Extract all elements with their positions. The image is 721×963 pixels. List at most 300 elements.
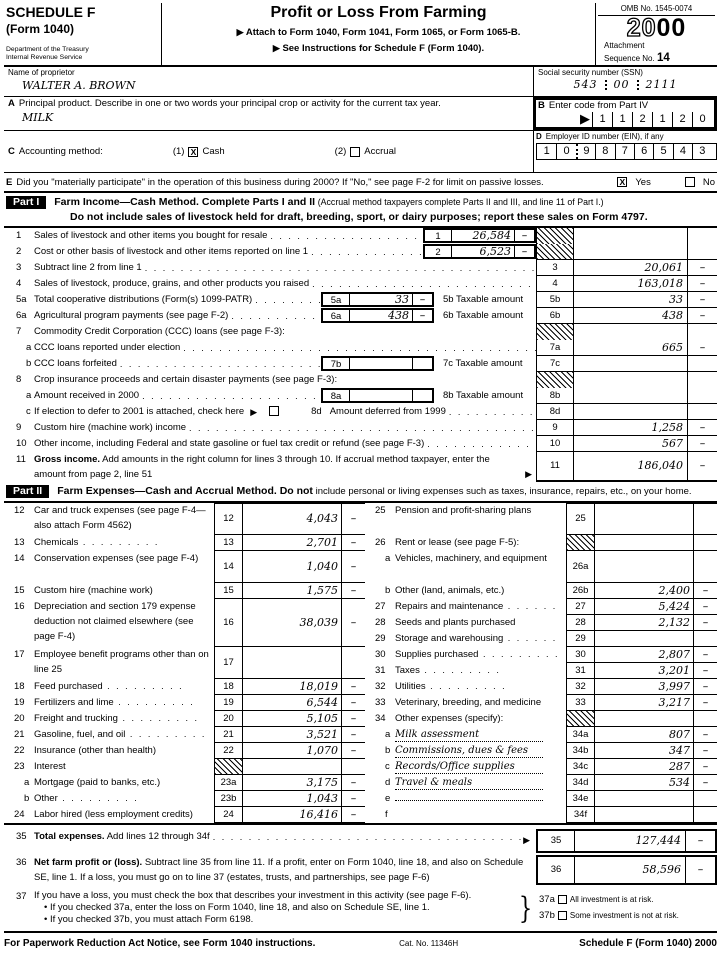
line-37-row [4,887,717,933]
line-32-cents[interactable]: – [693,679,717,695]
line-34e-entry-cell [395,791,566,807]
line-8b-cents[interactable] [687,388,717,404]
line-37-bullet-1: • If you checked 37a, enter the loss on Form 1040, line 18, and also on Schedule SE, line 1. [44,902,430,914]
line-26b-cells [566,583,717,599]
line-16-box-number: 16 [214,599,243,647]
part2-right-column [365,503,717,823]
line-26a-amount[interactable] [595,551,693,583]
line-20-box-number: 20 [214,711,243,727]
line-14-cents[interactable]: – [341,551,365,583]
line-29-row [365,631,717,647]
line-33-row [365,695,717,711]
ein-digit-9[interactable]: 3 [692,144,711,159]
ein-digit-3[interactable]: 9 [576,144,595,159]
line-35-cents[interactable]: – [685,831,715,851]
line-19-amount[interactable]: 6,544 [243,695,341,711]
line-7a-amount[interactable]: 665 [573,340,687,356]
line-28-number: 28 [375,616,386,628]
line-24-cents[interactable]: – [341,807,365,823]
line-34a-amount[interactable]: 807 [595,727,693,743]
line-4-cents[interactable]: – [687,276,717,292]
field-d-label-line [536,132,717,141]
accrual-checkbox[interactable] [350,147,360,157]
line-31-box-number: 31 [566,663,595,679]
hatched-cell [566,711,595,727]
hatched-cell [536,244,573,260]
line-37a-label: All investment is at risk. [569,894,654,904]
line-6a-amount[interactable]: 438 [388,309,409,323]
line-10-amount[interactable]: 567 [573,436,687,452]
line-1-number: 1 [16,229,22,241]
line-37b-choice [539,908,717,924]
line-1-box-number: 1 [425,230,452,241]
line-23a-row [4,775,365,791]
some-investment-not-at-risk-checkbox[interactable] [558,911,567,920]
line-34e-description-field[interactable] [395,800,543,801]
line-11-number: 11 [16,453,26,465]
line-31-row [365,663,717,679]
line-7c-amount[interactable] [573,356,687,372]
line-25-amount[interactable] [595,503,693,535]
line-19-cents[interactable]: – [341,695,365,711]
line-32-amount[interactable]: 3,997 [595,679,693,695]
code-digit-6[interactable]: 0 [692,112,712,127]
line-22-cents[interactable]: – [341,743,365,759]
line-26a-cells [566,551,717,583]
cash-checkbox[interactable]: X [188,147,198,157]
line-34b-box-number: 34b [566,743,595,759]
code-digit-1[interactable]: 1 [592,112,612,127]
empty-cell [573,372,687,388]
schedule-name: SCHEDULE F [6,4,96,20]
ein-digit-4[interactable]: 8 [595,144,614,159]
line-10-number: 10 [16,437,27,449]
empty-cell [687,228,717,244]
line-13-number: 13 [14,536,25,548]
line-11-label [34,452,521,482]
line-3-box-number: 3 [536,260,573,276]
line-27-cents[interactable]: – [693,599,717,615]
line-1-entry-box [423,228,536,243]
line-21-cells [214,727,365,743]
line-13-amount[interactable]: 2,701 [243,535,341,551]
line-3-row [4,260,717,276]
line-3-cents[interactable]: – [687,260,717,276]
line-14-box-number: 14 [214,551,243,583]
line-22-number: 22 [14,744,25,756]
line-3-number: 3 [16,261,22,273]
part2-table [4,503,717,825]
form-header [4,3,717,67]
line-34b-cells [566,743,717,759]
line-10-cents[interactable]: – [687,436,717,452]
line-9-right-cells [536,420,717,436]
proprietor-name-field[interactable]: WALTER A. BROWN [22,79,136,92]
line-36-right-cells [536,855,717,885]
form-number: (Form 1040) [6,22,75,36]
line-23a-number: a [24,776,30,788]
line-23b-amount[interactable]: 1,043 [243,791,341,807]
line-8a-cents[interactable] [412,390,432,401]
line-37-bullet-2: • If you checked 37b, you must attach Form 6198. [44,914,254,926]
line-34b-amount[interactable]: 347 [595,743,693,759]
line-23a-box-number: 23a [214,775,243,791]
line-33-label: Veterinary, breeding, and medicine [395,696,542,708]
line-36-number: 36 [16,856,27,868]
line-23b-number: b [24,792,30,804]
line-26b-row [365,583,717,599]
line-26b-box-number: 26b [566,583,595,599]
line-21-amount[interactable]: 3,521 [243,727,341,743]
line-29-cells [566,631,717,647]
line-34a-description-field[interactable]: Milk assessment [395,729,543,742]
accrual-option-number: (2) [334,146,347,157]
line-7a-box-number: 7a [536,340,573,356]
line-21-cents[interactable]: – [341,727,365,743]
accounting-method-line [8,146,529,157]
field-c-label: Accounting method: [18,146,103,157]
sequence-line [604,51,715,65]
line-8a-amount[interactable] [350,390,412,401]
line-26-label: Rent or lease (see page F-5): [395,536,520,548]
line-31-amount[interactable]: 3,201 [595,663,693,679]
line-8d-label: Amount deferred from 1999 [329,405,446,417]
line-33-number: 33 [375,696,386,708]
line-17-amount[interactable] [243,647,341,679]
line-5b-amount[interactable]: 33 [573,292,687,308]
line-23b-cents[interactable]: – [341,791,365,807]
line-34e-row [365,791,717,807]
line-9-cents[interactable]: – [687,420,717,436]
attach-text: Attach to Form 1040, Form 1041, Form 1065, or Form 1065-B. [245,27,521,38]
line-23a-cents[interactable]: – [341,775,365,791]
line-23b-cells [214,791,365,807]
line-22-amount[interactable]: 1,070 [243,743,341,759]
line-34c-box-number: 34c [566,759,595,775]
dot-leader [180,340,536,356]
line-9-box-number: 9 [536,420,573,436]
field-a [4,97,533,130]
line-9-number: 9 [16,421,22,433]
code-digit-3[interactable]: 2 [632,112,652,127]
ssn-part3[interactable]: 2111 [645,78,678,91]
sequence-number: 14 [656,52,670,64]
line-28-cents[interactable]: – [693,615,717,631]
line-5a-label: Total cooperative distributions (Form(s) 1099-PATR) [34,293,253,305]
line-11-cents[interactable]: – [687,452,717,482]
line-34b-cents[interactable]: – [693,743,717,759]
line-1-cents[interactable]: – [514,230,534,241]
line-9-amount[interactable]: 1,258 [573,420,687,436]
empty-cell [693,535,717,551]
line-32-row [365,679,717,695]
line-8-row [4,372,717,388]
line-19-number: 19 [14,696,25,708]
line-15-cells [214,583,365,599]
line-29-label: Storage and warehousing . . [395,631,566,647]
line-7b-amount[interactable] [350,358,412,369]
line-7b-cents[interactable] [412,358,432,369]
hatched-cell [536,324,573,340]
part1-subtitle: Do not include sales of livestock held for draft, breeding, sport, or dairy purposes; report these sales on Form 4797. [70,210,648,223]
all-investment-at-risk-checkbox[interactable] [558,895,567,904]
ssn-field[interactable] [538,78,713,91]
part4-code-field[interactable] [538,111,712,127]
ein-digit-6[interactable]: 6 [634,144,653,159]
spacer [285,324,536,340]
line-5a-cents[interactable]: – [412,294,432,305]
line-16-cents[interactable]: – [341,599,365,647]
line-18-cells [214,679,365,695]
line-19-cells [214,695,365,711]
part1-heading [4,193,717,228]
line-7a-number: a [26,341,32,353]
line-33-cells [566,695,717,711]
line-31-cents[interactable]: – [693,663,717,679]
line-23-number: 23 [14,760,25,772]
line-34c-entry-cell [395,759,566,775]
line-27-cells [566,599,717,615]
line-34c-cents[interactable]: – [693,759,717,775]
line-20-amount[interactable]: 5,105 [243,711,341,727]
proprietor-row [4,67,717,97]
line-6b-amount[interactable]: 438 [573,308,687,324]
line-13-cents[interactable]: – [341,535,365,551]
line-2-label: Cost or other basis of livestock and other items reported on line 1 [34,245,309,257]
line-30-amount[interactable]: 2,807 [595,647,693,663]
ssn-part2[interactable]: 00 [613,78,630,91]
line-15-number: 15 [14,584,25,596]
at-risk-choices [539,890,717,927]
line-11-amount[interactable]: 186,040 [573,452,687,482]
line-27-row [365,599,717,615]
ein-digit-1[interactable]: 1 [543,145,550,157]
line-34c-description-field[interactable]: Records/Office supplies [395,761,543,774]
line-34-cells [566,711,717,727]
yes-checkbox[interactable]: X [617,177,627,187]
cash-option-label: Cash [202,146,225,157]
line-5a-amount[interactable]: 33 [395,293,409,307]
code-digit-2[interactable]: 1 [612,112,632,127]
line-12-cells [214,503,365,535]
line-13-cells [214,535,365,551]
line-30-cents[interactable]: – [693,647,717,663]
line-18-label: Feed purchased . . [34,679,214,695]
line-12-cents[interactable]: – [341,503,365,535]
line-27-amount[interactable]: 5,424 [595,599,693,615]
line-23b-row [4,791,365,807]
line-29-box-number: 29 [566,631,595,647]
line-5a-box-number: 5a [323,294,350,305]
line-8a-label: Amount received in 2000 [34,389,140,401]
part2-tag: Part II [6,485,49,498]
line-34d-entry-cell [395,775,566,791]
line-10-box-number: 10 [536,436,573,452]
line-6b-cents[interactable]: – [687,308,717,324]
ein-digit-5[interactable]: 7 [615,144,634,159]
line-29-amount[interactable] [595,631,693,647]
line-36-cents[interactable]: – [685,857,715,883]
line-2-right-cells [536,244,717,260]
line-34f-cents[interactable] [693,807,717,823]
line-35-amount[interactable]: 127,444 [635,834,681,848]
line-31-cells [566,663,717,679]
ein-digit-8[interactable]: 4 [673,144,692,159]
line-24-amount[interactable]: 16,416 [243,807,341,823]
line-5a-entry-box [321,292,434,307]
part2-heading [4,482,717,503]
line-3-right-cells [536,260,717,276]
no-checkbox[interactable] [685,177,695,187]
line-34f-entry-cell [395,807,566,823]
line-4-number: 4 [16,277,22,289]
catalog-number: Cat. No. 11346H [399,938,459,948]
attachment-label: Attachment [604,41,645,50]
line-7-number: 7 [16,325,22,337]
line-25-box-number: 25 [566,503,595,535]
line-26a-cents[interactable] [693,551,717,583]
line-23a-amount[interactable]: 3,175 [243,775,341,791]
empty-cell [243,759,341,775]
line-20-cents[interactable]: – [341,711,365,727]
ssn-separator [605,80,607,90]
spacer [337,372,536,388]
line-34f-amount[interactable] [595,807,693,823]
line-31-label: Taxes . . [395,663,566,679]
line-34-number: 34 [375,712,386,724]
line-22-label: Insurance (other than health) [34,744,156,756]
field-b-id: B [538,100,545,111]
line-15-cents[interactable]: – [341,583,365,599]
line-34d-amount[interactable]: 534 [595,775,693,791]
part2-left-column [4,503,365,823]
line-6a-label: Agricultural program payments (see page F-2) [34,309,229,321]
line-33-cents[interactable]: – [693,695,717,711]
line-26b-cents[interactable]: – [693,583,717,599]
ein-digit-7[interactable]: 5 [653,144,672,159]
line-26b-amount[interactable]: 2,400 [595,583,693,599]
line-34c-row [365,759,717,775]
line-36-row [4,853,717,887]
line-7c-cents[interactable] [687,356,717,372]
accrual-option-label: Accrual [364,146,396,157]
line-34e-cents[interactable] [693,791,717,807]
line-20-cells [214,711,365,727]
line-33-amount[interactable]: 3,217 [595,695,693,711]
line-36-amount[interactable]: 58,596 [642,863,681,877]
line-16-amount[interactable]: 38,039 [243,599,341,647]
empty-cell [573,244,687,260]
line-26a-number: a [385,552,391,564]
part1-title-note: (Accrual method taxpayers complete Parts II and III, and line 11 of Part I.) [317,197,604,207]
part1-title: Farm Income—Cash Method. Complete Parts I and II [54,196,316,208]
field-a-b-row [4,97,717,131]
line-1-amount[interactable]: 26,584 [472,229,511,243]
ssn-part1[interactable]: 543 [573,78,598,91]
line-28-box-number: 28 [566,615,595,631]
line-14-amount[interactable]: 1,040 [243,551,341,583]
dot-leader [252,292,321,308]
field-b-label-line [538,100,712,111]
spacer [283,404,311,420]
line-8d-amount[interactable] [573,404,687,420]
line-34f-number: f [385,808,388,820]
line-34a-cents[interactable]: – [693,727,717,743]
line-18-cents[interactable]: – [341,679,365,695]
line-7b-number: b [26,357,32,369]
line-1-label: Sales of livestock and other items you bought for resale [34,229,268,241]
line-8b-amount[interactable] [573,388,687,404]
line-5a-number: 5a [16,293,27,305]
line-34d-cents[interactable]: – [693,775,717,791]
line-8d-right-cells [536,404,717,420]
line-3-amount[interactable]: 20,061 [573,260,687,276]
line-28-amount[interactable]: 2,132 [595,615,693,631]
line-18-amount[interactable]: 18,019 [243,679,341,695]
ein-field[interactable] [536,143,717,160]
empty-cell [573,324,687,340]
line-29-cents[interactable] [693,631,717,647]
line-2-cents[interactable]: – [514,246,534,257]
line-32-box-number: 32 [566,679,595,695]
line-7a-cents[interactable]: – [687,340,717,356]
line-34d-box-number: 34d [566,775,595,791]
empty-cell [693,711,717,727]
line-34e-amount[interactable] [595,791,693,807]
line-33-box-number: 33 [566,695,595,711]
line-8a-box-number: 8a [323,390,350,401]
line-35-right-cells [536,829,717,853]
line-34b-description-field[interactable]: Commissions, dues & fees [395,745,543,758]
line-13-row [4,535,365,551]
line-8d-box-number: 8d [536,404,573,420]
right-arrow-icon: ▶ [272,43,280,53]
line-5b-cents[interactable]: – [687,292,717,308]
line-12-amount[interactable]: 4,043 [243,503,341,535]
line-6a-cents[interactable]: – [412,310,432,321]
omb-number: OMB No. 1545-0074 [598,4,715,16]
line-28-label: Seeds and plants purchased [395,616,516,628]
line-26a-row [365,551,717,583]
line-25-cents[interactable] [693,503,717,535]
line-35-label-rest: Add lines 12 through 34f [104,830,210,842]
line-24-box-number: 24 [214,807,243,823]
line-32-cells [566,679,717,695]
line-15-amount[interactable]: 1,575 [243,583,341,599]
line-8b-label: 8b Taxable amount [443,389,524,401]
line-17-cents[interactable] [341,647,365,679]
code-digit-4[interactable]: 1 [652,112,672,127]
page-title: Profit or Loss From Farming [270,4,487,21]
line-18-number: 18 [14,680,25,692]
code-digit-5[interactable]: 2 [672,112,692,127]
line-34b-entry-cell [395,743,566,759]
line-2-amount[interactable]: 6,523 [479,245,511,259]
line-8d-cents[interactable] [687,404,717,420]
dot-leader [308,244,423,260]
line-34c-amount[interactable]: 287 [595,759,693,775]
form-title-block [162,3,595,65]
line-34d-description-field[interactable]: Travel & meals [395,777,543,790]
principal-product-field[interactable]: MILK [22,111,54,124]
see-text: See Instructions for Schedule F (Form 1040). [282,43,485,54]
tax-year [598,16,715,41]
defer-election-checkbox[interactable] [269,406,279,416]
line-8c-label: If election to defer to 2001 is attached, check here [34,405,245,417]
line-4-amount[interactable]: 163,018 [573,276,687,292]
empty-cell [573,228,687,244]
ein-digit-2[interactable]: 0 [556,144,575,159]
